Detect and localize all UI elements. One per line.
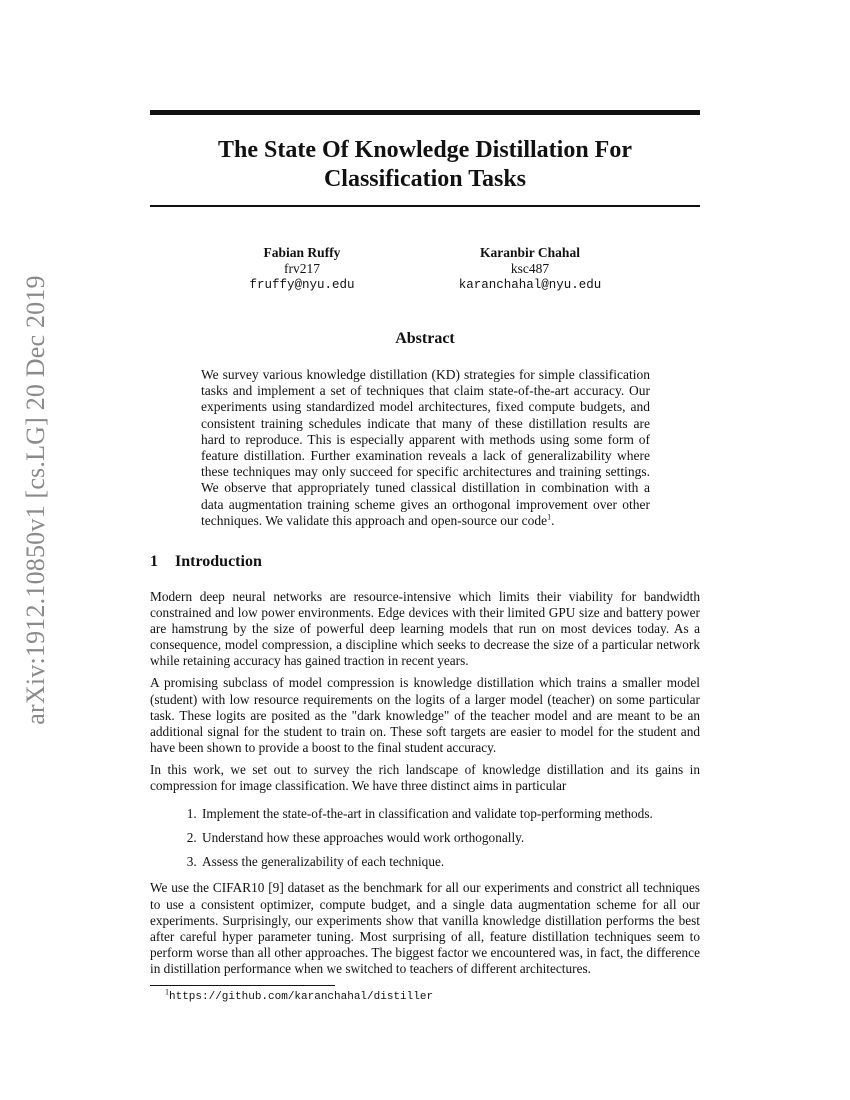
- author-id: ksc487: [510, 261, 550, 276]
- paper-title-line-1: The State Of Knowledge Distillation For: [218, 137, 632, 163]
- section-title: Introduction: [175, 553, 262, 570]
- footnote-url[interactable]: https://github.com/karanchahal/distiller: [169, 991, 434, 1003]
- author-block-1: [192, 245, 412, 293]
- author-name: Karanbir Chahal: [480, 245, 580, 260]
- section-number: 1: [150, 553, 158, 570]
- section-heading: [150, 553, 262, 571]
- author-name: Fabian Ruffy: [263, 245, 341, 260]
- paragraph: Modern deep neural networks are resource-intensive which limits their viability for bandwidth constrained and low power environments. Edge devices with their limited GPU size and battery power are hamstrung by the size of powerful deep learning models that run on most devices today. As a consequence, model compression, a discipline which seeks to decrease the size of a particular network while retaining accuracy has gained traction in recent years.: [150, 589, 700, 669]
- author-email[interactable]: fruffy@nyu.edu: [249, 278, 355, 292]
- footnote: [165, 987, 434, 1003]
- author-email[interactable]: karanchahal@nyu.edu: [458, 278, 602, 292]
- footnote-rule: [150, 985, 335, 986]
- abstract-text: [201, 367, 650, 529]
- author-id: frv217: [284, 261, 320, 276]
- list-item: 1. Implement the state-of-the-art in classification and validate top-performing methods.: [200, 806, 700, 822]
- arxiv-identifier-text: arXiv:1912.10850v1 [cs.LG] 20 Dec 2019: [21, 275, 50, 725]
- abstract-end: .: [551, 512, 555, 528]
- paragraph: We use the CIFAR10 [9] dataset as the benchmark for all our experiments and constrict all techniques to use a consistent optimizer, compute budget, and a single data augmentation scheme for all our experiments. Surprisingly, our experiments show that vanilla knowledge distillation performs the best after careful hyper parameter tuning. Most surprising of all, feature distillation techniques seem to perform worse than all other approaches. The biggest factor we encountered was, in fact, the difference in distillation performance when we switched to teachers of different architectures.: [150, 880, 700, 976]
- section-body: [150, 589, 700, 983]
- abstract-body-text: We survey various knowledge distillation (KD) strategies for simple classification tasks and implement a set of techniques that claim state-of-the-art accuracy. Our experiments using standardized model architectures, fixed compute budgets, and consistent training schedules indicate that many of these distillation results are hard to reproduce. This is especially apparent with methods using some form of feature distillation. Further examination reveals a lack of generalizability where these techniques may only succeed for specific architectures and training settings. We observe that appropriately tuned classical distillation in combination with a data augmentation training scheme gives an orthogonal improvement over other techniques. We validate this approach and open-source our code: [201, 367, 650, 528]
- footnote-marker[interactable]: 1: [547, 512, 552, 522]
- author-block-2: [420, 245, 640, 293]
- paper-title-line-2: Classification Tasks: [323, 166, 527, 192]
- footnote-mark: 1: [165, 987, 169, 997]
- paragraph: In this work, we set out to survey the rich landscape of knowledge distillation and its gains in compression for image classification. We have three distinct aims in particular: [150, 761, 700, 794]
- title-rule-top: [150, 110, 700, 115]
- abstract-heading: Abstract: [395, 330, 455, 347]
- paper-title: [150, 136, 700, 194]
- list-item: 3. Assess the generalizability of each technique.: [200, 854, 700, 870]
- paragraph: A promising subclass of model compression is knowledge distillation which trains a smaller model (student) with low resource requirements on the logits of a larger model (teacher) on some particular task. These logits are posited as the "dark knowledge" of the teacher model and are meant to be an additional signal for the student to train on. These soft targets are easier to model for the student and have been shown to provide a boost to the final student accuracy.: [150, 675, 700, 755]
- list-item: 2. Understand how these approaches would work orthogonally.: [200, 830, 700, 846]
- title-rule-bottom: [150, 205, 700, 207]
- arxiv-identifier: [0, 260, 60, 740]
- aims-list: [150, 806, 700, 870]
